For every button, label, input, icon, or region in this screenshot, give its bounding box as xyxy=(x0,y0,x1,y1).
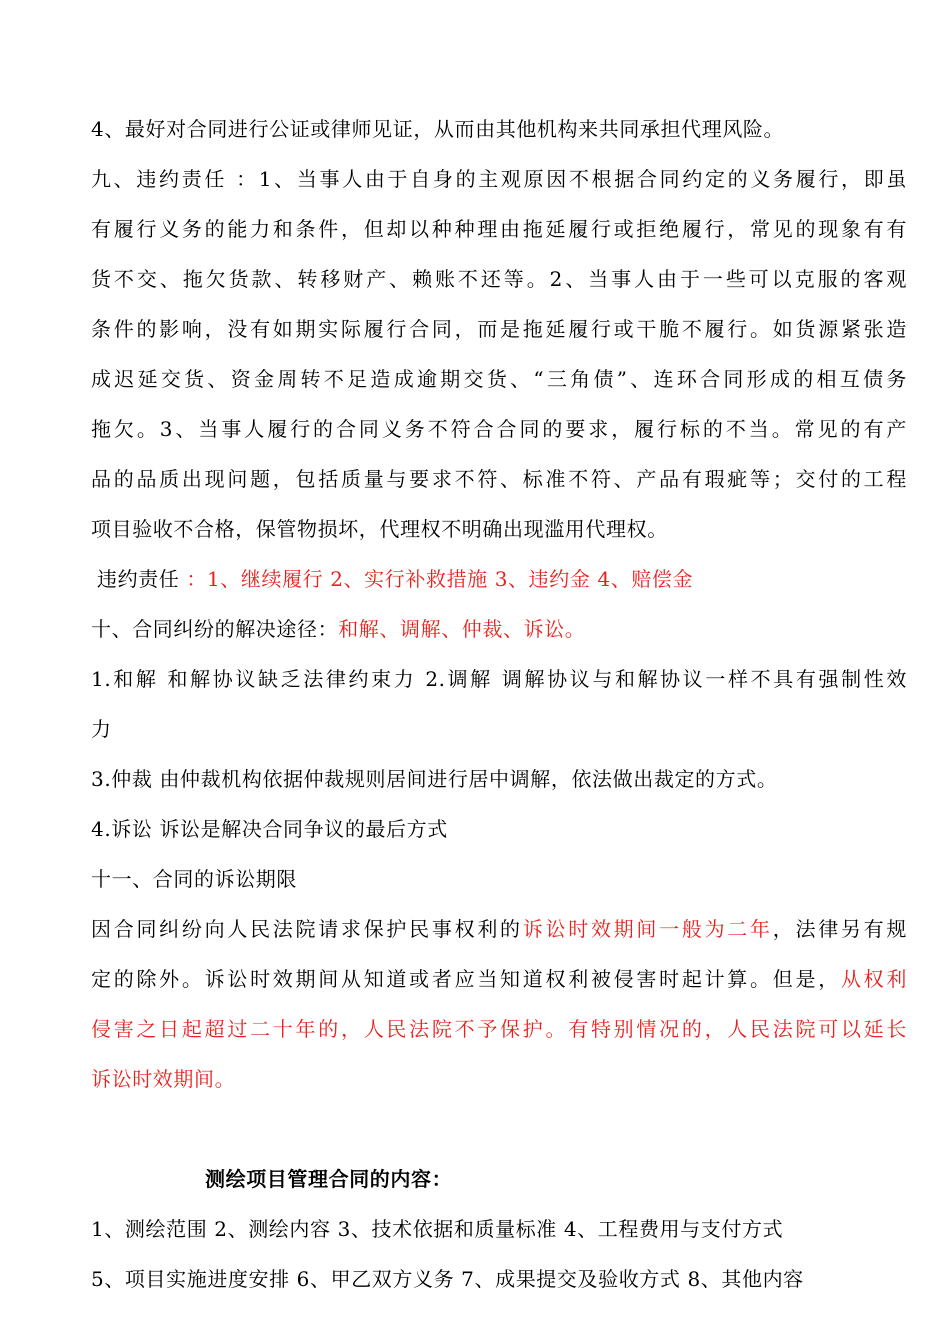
text-line xyxy=(91,1154,907,1204)
text-line xyxy=(91,1004,907,1054)
highlighted-text: 从权利 xyxy=(840,967,907,991)
text-segment: 因合同纠纷向人民法院请求保护民事权利的 xyxy=(91,917,523,941)
text-line xyxy=(91,1054,907,1104)
text-segment: 4、最好对合同进行公证或律师见证，从而由其他机构来共同承担代理风险。 xyxy=(91,117,785,141)
text-segment: 条件的影响，没有如期实际履行合同，而是拖延履行或干脆不履行。如货源紧张造 xyxy=(91,317,907,341)
text-segment: 项目验收不合格，保管物损坏，代理权不明确出现滥用代理权。 xyxy=(91,517,668,541)
text-segment: 定的除外。诉讼时效期间从知道或者应当知道权利被侵害时起计算。但是， xyxy=(91,967,841,991)
text-segment: 4.诉讼 诉讼是解决合同争议的最后方式 xyxy=(91,817,448,841)
text-segment: 1、测绘范围 2、测绘内容 3、技术依据和质量标准 4、工程费用与支付方式 xyxy=(91,1217,784,1241)
text-segment: 力 xyxy=(91,717,112,741)
highlighted-text: 诉讼时效期间一般为二年 xyxy=(522,917,773,941)
text-segment: 3.仲裁 由仲裁机构依据仲裁规则居间进行居中调解，依法做出裁定的方式。 xyxy=(91,767,778,791)
text-line xyxy=(91,954,907,1004)
text-segment: ，法律另有规 xyxy=(772,917,907,941)
text-line xyxy=(91,504,907,554)
text-line xyxy=(91,154,907,204)
highlighted-text: 和解、调解、仲裁、诉讼。 xyxy=(338,617,586,641)
text-line xyxy=(91,204,907,254)
text-segment: 十、合同纠纷的解决途径： xyxy=(91,617,339,641)
text-segment: 十一、合同的诉讼期限 xyxy=(91,867,297,891)
text-segment: 九、违约责任 ：1、当事人由于自身的主观原因不根据合同约定的义务履行，即虽 xyxy=(91,167,907,191)
text-segment: 5、项目实施进度安排 6、甲乙双方义务 7、成果提交及验收方式 8、其他内容 xyxy=(91,1267,804,1291)
text-segment: 违约责任 xyxy=(97,567,187,591)
highlighted-text: 诉讼时效期间。 xyxy=(91,1067,236,1091)
text-line xyxy=(91,854,907,904)
text-line xyxy=(91,254,907,304)
text-line xyxy=(91,454,907,504)
text-line xyxy=(91,104,907,154)
text-line xyxy=(91,354,907,404)
text-segment: 有履行义务的能力和条件，但却以种种理由拖延履行或拒绝履行，常见的现象有有 xyxy=(91,217,907,241)
text-line xyxy=(91,604,907,654)
text-line xyxy=(91,1104,907,1154)
text-segment: 拖欠。3、当事人履行的合同义务不符合合同的要求，履行标的不当。常见的有产 xyxy=(91,417,907,441)
highlighted-text: ：1、继续履行 2、实行补救措施 3、违约金 4、赔偿金 xyxy=(186,567,694,591)
text-line xyxy=(91,404,907,454)
document-page xyxy=(91,104,907,1304)
text-line xyxy=(91,754,907,804)
highlighted-text: 侵害之日起超过二十年的，人民法院不予保护。有特别情况的，人民法院可以延长 xyxy=(91,1017,907,1041)
text-segment: 货不交、拖欠货款、转移财产、赖账不还等。2、当事人由于一些可以克服的客观 xyxy=(91,267,907,291)
text-line xyxy=(91,554,907,604)
text-line xyxy=(91,704,907,754)
text-segment: 品的品质出现问题，包括质量与要求不符、标准不符、产品有瑕疵等；交付的工程 xyxy=(91,467,907,491)
text-segment: 1.和解 和解协议缺乏法律约束力 2.调解 调解协议与和解协议一样不具有强制性效 xyxy=(91,667,907,691)
text-line xyxy=(91,304,907,354)
text-line xyxy=(91,1204,907,1254)
text-line xyxy=(91,804,907,854)
text-line xyxy=(91,654,907,704)
text-line xyxy=(91,904,907,954)
text-segment: 测绘项目管理合同的内容： xyxy=(205,1167,453,1191)
text-line xyxy=(91,1254,907,1304)
text-segment: 成迟延交货、资金周转不足造成逾期交货、“三角债”、连环合同形成的相互债务 xyxy=(91,367,907,391)
